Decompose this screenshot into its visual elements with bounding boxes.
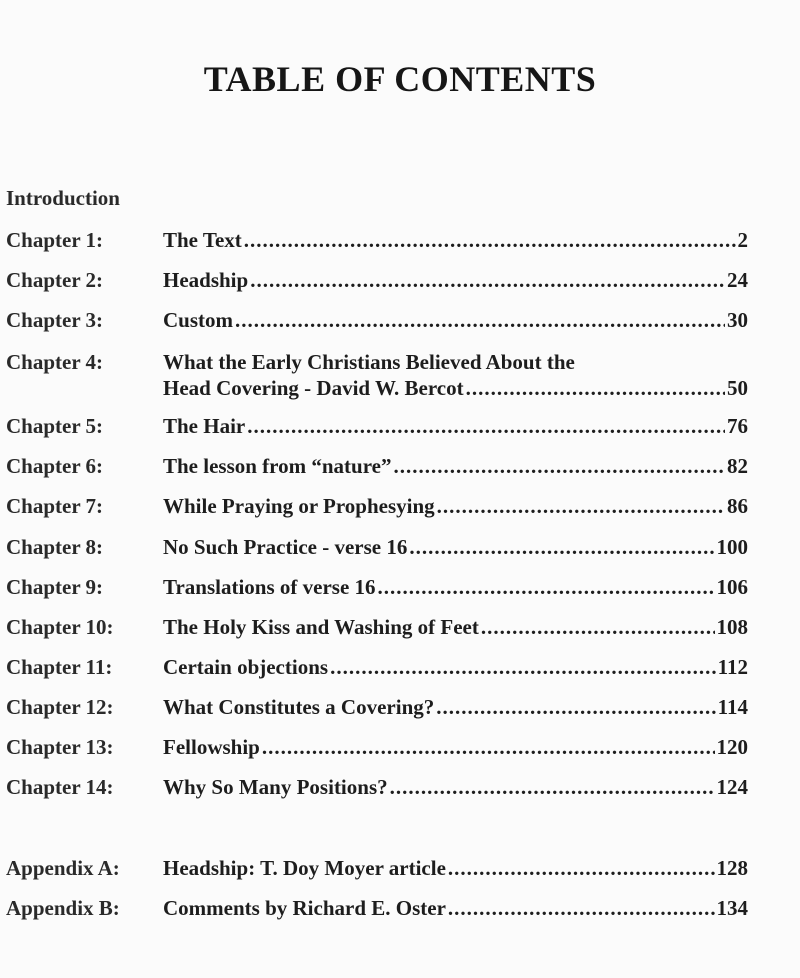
- toc-entry-chapter-14[interactable]: [0, 775, 800, 805]
- toc-entry-chapter-1[interactable]: [0, 228, 800, 258]
- dot-leader: [330, 655, 716, 680]
- page-number: 120: [716, 735, 748, 759]
- page-number: 24: [727, 268, 748, 292]
- toc-entry-chapter-5[interactable]: [0, 414, 800, 444]
- chapter-label: Chapter 14:: [6, 775, 114, 799]
- dot-leader: [466, 376, 725, 401]
- dot-leader: [235, 308, 725, 333]
- chapter-label: Chapter 3:: [6, 308, 104, 332]
- dot-leader: [244, 228, 736, 253]
- toc-entry-chapter-9[interactable]: [0, 575, 800, 605]
- toc-entry-chapter-10[interactable]: [0, 615, 800, 645]
- chapter-title: No Such Practice - verse 16: [163, 535, 408, 559]
- chapter-title: Certain objections: [163, 655, 329, 679]
- toc-entry-chapter-2[interactable]: [0, 268, 800, 298]
- page-number: 124: [716, 775, 748, 799]
- chapter-label: Chapter 4:: [6, 350, 104, 374]
- toc-entry-chapter-6[interactable]: [0, 454, 800, 484]
- chapter-title: The Holy Kiss and Washing of Feet: [163, 615, 479, 639]
- chapter-title-line-1: What the Early Christians Believed About the: [163, 350, 575, 374]
- dot-leader: [448, 856, 715, 881]
- chapter-title: The Text: [163, 228, 242, 252]
- chapter-title: While Praying or Prophesying: [163, 494, 435, 518]
- page-number: 76: [727, 414, 748, 438]
- chapter-label: Chapter 7:: [6, 494, 104, 518]
- chapter-label: Chapter 1:: [6, 228, 104, 252]
- chapter-title: The Hair: [163, 414, 246, 438]
- appendix-title: Comments by Richard E. Oster: [163, 896, 446, 920]
- toc-entry-chapter-7[interactable]: [0, 494, 800, 524]
- page-number: 100: [716, 535, 748, 559]
- appendix-label: Appendix A:: [6, 856, 120, 880]
- dot-leader: [409, 535, 714, 560]
- chapter-label: Chapter 13:: [6, 735, 114, 759]
- dot-leader: [262, 735, 715, 760]
- chapter-label: Chapter 5:: [6, 414, 104, 438]
- appendix-title: Headship: T. Doy Moyer article: [163, 856, 446, 880]
- toc-entry-appendix-b[interactable]: [0, 896, 800, 926]
- dot-leader: [247, 414, 725, 439]
- chapter-title: Fellowship: [163, 735, 260, 759]
- dot-leader: [436, 695, 715, 720]
- toc-entry-chapter-4[interactable]: [0, 350, 800, 410]
- toc-entry-chapter-8[interactable]: [0, 535, 800, 565]
- appendix-label: Appendix B:: [6, 896, 120, 920]
- chapter-title: What Constitutes a Covering?: [163, 695, 435, 719]
- toc-entry-chapter-3[interactable]: [0, 308, 800, 338]
- toc-entry-chapter-12[interactable]: [0, 695, 800, 725]
- chapter-label: Chapter 10:: [6, 615, 114, 639]
- toc-entry-chapter-11[interactable]: [0, 655, 800, 685]
- page-title: TABLE OF CONTENTS: [203, 59, 597, 99]
- chapter-title: Head Covering - David W. Bercot: [163, 376, 464, 400]
- chapter-label: Chapter 2:: [6, 268, 104, 292]
- dot-leader: [250, 268, 725, 293]
- dot-leader: [448, 896, 715, 921]
- page-number: 106: [716, 575, 748, 599]
- page-number: 82: [727, 454, 748, 478]
- page-number: 30: [727, 308, 748, 332]
- dot-leader: [481, 615, 715, 640]
- chapter-label: Chapter 8:: [6, 535, 104, 559]
- dot-leader: [393, 454, 725, 479]
- chapter-title: Why So Many Positions?: [163, 775, 388, 799]
- chapter-title: Translations of verse 16: [163, 575, 376, 599]
- page-number: 134: [716, 896, 748, 920]
- page-number: 114: [717, 695, 748, 719]
- chapter-label: Chapter 11:: [6, 655, 113, 679]
- toc-entry-appendix-a[interactable]: [0, 856, 800, 886]
- page-number: 108: [716, 615, 748, 639]
- dot-leader: [390, 775, 715, 800]
- dot-leader: [378, 575, 715, 600]
- chapter-label: Chapter 6:: [6, 454, 104, 478]
- chapter-title: Custom: [163, 308, 234, 332]
- page-number: 86: [727, 494, 748, 518]
- chapter-label: Chapter 9:: [6, 575, 104, 599]
- chapter-title: The lesson from “nature”: [163, 454, 392, 478]
- page-number: 128: [716, 856, 748, 880]
- page-number: 2: [737, 228, 748, 252]
- page-number: 50: [727, 376, 748, 400]
- chapter-title: Headship: [163, 268, 249, 292]
- page-number: 112: [717, 655, 748, 679]
- toc-entry-chapter-13[interactable]: [0, 735, 800, 765]
- dot-leader: [437, 494, 725, 519]
- introduction-heading: Introduction: [6, 186, 120, 210]
- chapter-label: Chapter 12:: [6, 695, 114, 719]
